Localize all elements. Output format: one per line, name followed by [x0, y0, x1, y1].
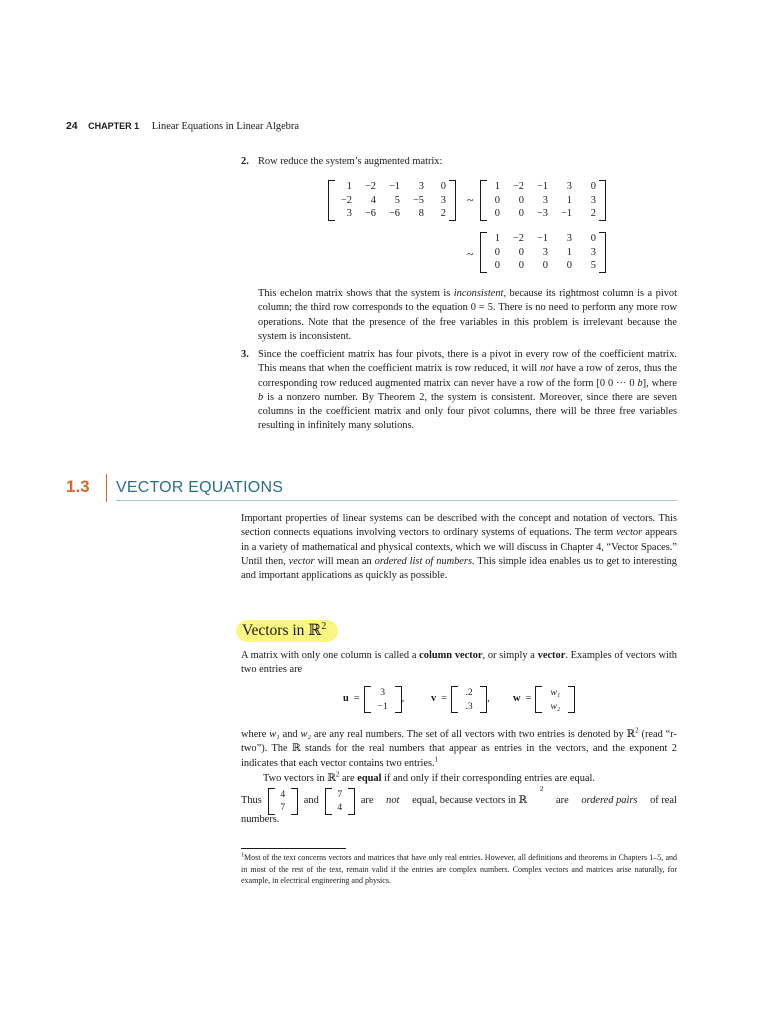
right-bracket [348, 788, 355, 815]
matrix-entry: 0 [494, 208, 500, 219]
left-bracket [480, 180, 487, 221]
subsection-title-text: Vectors in ℝ [242, 622, 322, 639]
matrix-a-grid [335, 180, 449, 221]
text-run: if and only if their corresponding entries are equal. [381, 773, 596, 784]
text-run: ], where [642, 377, 677, 389]
vector-entries [458, 686, 480, 713]
matrix-entry: −5 [412, 194, 424, 206]
text-run: A matrix with only one column is called a [241, 650, 420, 661]
entry: 3 [380, 687, 386, 698]
footnote [241, 852, 677, 887]
footnote-marker: 1 [241, 852, 244, 859]
item-2-lead [241, 155, 678, 169]
equality-example-end: numbers. [241, 814, 280, 825]
matrix-entry: 0 [518, 194, 524, 206]
matrix-c-grid [487, 232, 599, 273]
text-run: where [241, 729, 270, 740]
chapter-title: Linear Equations in Linear Algebra [151, 121, 299, 132]
text-run: , or simply a [482, 650, 538, 661]
section-title: VECTOR EQUATIONS [116, 479, 284, 496]
matrix-entry: −6 [364, 208, 376, 219]
footnote-rule [241, 848, 346, 849]
text-run: have a row of zeros, thus the corresponding row reduced augmented matrix can never have a row of the form [0 0 ··· 0 [258, 363, 677, 389]
subsection-title [236, 620, 338, 642]
vector-entries [275, 788, 291, 815]
matrix-entry: 0 [590, 181, 596, 192]
section-divider [106, 474, 107, 502]
vector-entries [371, 686, 395, 713]
emphasis: ordered pairs [581, 794, 638, 806]
matrix-entry: 0 [494, 246, 500, 258]
matrix-entry: 1 [346, 181, 352, 192]
matrix-entry: 3 [440, 194, 446, 206]
emphasis: inconsistent [453, 288, 504, 299]
matrix-entry: 0 [518, 246, 524, 258]
item-2-explanation [258, 287, 677, 344]
item-3 [241, 348, 677, 434]
text-run: Important properties of linear systems can be described with the concept and notation of vectors. This section connects equations involving vectors to ordinary systems of equations. The term [241, 513, 677, 539]
vector-name: w [513, 693, 521, 705]
column-vector [535, 686, 575, 713]
term-bold: equal [357, 773, 382, 784]
matrix-c [480, 232, 606, 273]
text-run: and [303, 794, 319, 806]
equals-sign: = [525, 693, 532, 705]
text-run: (read “r-two”). The ℝ stands for the real numbers that appear as entries in the vectors, and the exponent 2 indicates that each vector contains two entries. [241, 729, 678, 769]
text-run: , because its rightmost column is a pivot column; the third row corresponds to the equation 0 = 5. There is no need to perform any more row operations. Note that the presence of the free variables in this problem is irrelevant because the system is inconsistent. [258, 288, 677, 342]
matrix-entry: 2 [440, 208, 446, 219]
text-run: Thus [241, 794, 262, 806]
right-bracket [449, 180, 456, 221]
entry: 7 [337, 788, 343, 800]
text-run: are [556, 794, 569, 806]
matrix-entry: 3 [590, 194, 596, 206]
section-rule [116, 500, 677, 501]
left-bracket [451, 686, 458, 713]
entry: .2 [465, 687, 473, 698]
math-var: b [637, 377, 643, 389]
matrix-entry: 1 [566, 246, 572, 258]
matrix-entry: 3 [542, 246, 548, 258]
column-vector [268, 788, 298, 815]
matrix-entry: 0 [494, 260, 500, 271]
section-number: 1.3 [66, 477, 90, 496]
equals-sign: = [353, 693, 360, 705]
vector-equality-rule [263, 772, 677, 786]
matrix-entry: 3 [346, 208, 352, 219]
chapter-label: CHAPTER 1 [88, 121, 140, 131]
matrix-entry: 0 [440, 181, 446, 192]
left-bracket [480, 232, 487, 273]
left-bracket [268, 788, 275, 815]
matrix-entry: 3 [418, 181, 424, 192]
vector-w [513, 686, 575, 713]
text-run: is a nonzero number. By Theorem 2, the system is consistent. Moreover, since there are seven columns in the coefficient matrix and only four pivot columns, there will be three free variables resulting in infinitely many solutions. [258, 391, 677, 432]
matrix-entry: 3 [590, 246, 596, 258]
matrix-entry: −1 [560, 208, 572, 219]
text-run: appears in a variety of mathematical and physical contexts, which we will discuss in Chapter 4, “Vector Spaces.” Until then, [241, 527, 678, 567]
left-bracket [328, 180, 335, 221]
punctuation: , [401, 693, 405, 705]
entry: 7 [280, 802, 286, 813]
emphasis: not [386, 794, 400, 806]
term-bold: column vector [419, 650, 483, 661]
matrix-entry: −2 [512, 233, 524, 244]
matrix-entry: −6 [388, 208, 400, 219]
text-run: . Examples of vectors with two entries are [241, 650, 677, 676]
matrix-entry: 3 [542, 194, 548, 206]
text-run: are any real numbers. The set of all vectors with two entries is denoted by ℝ [311, 729, 636, 740]
emphasis: vector [616, 527, 643, 539]
right-bracket [568, 686, 575, 713]
matrix-a [328, 180, 456, 221]
matrix-entry: 5 [394, 194, 400, 206]
matrix-entry: 1 [494, 181, 500, 192]
equality-example-text [360, 784, 677, 808]
matrix-entry: 1 [566, 194, 572, 206]
superscript: 2 [635, 726, 639, 735]
text-run: . This simple idea enables us to get to interesting and important applications as quickly as possible. [241, 555, 677, 582]
vector-entries [332, 788, 348, 815]
entry: .3 [465, 700, 473, 712]
text-run: Two vectors in ℝ [263, 773, 336, 784]
superscript: 2 [539, 784, 544, 793]
left-bracket [325, 788, 332, 815]
right-bracket [395, 686, 402, 713]
term-bold: vector [537, 650, 566, 661]
matrix-b [480, 180, 606, 221]
row-equivalence-symbol: ~ [467, 247, 474, 261]
column-vector [364, 686, 402, 713]
matrix-entry: −1 [536, 181, 548, 192]
text-run: and [279, 729, 301, 740]
math-var: w₂ [300, 729, 311, 740]
punctuation: , [487, 693, 490, 705]
right-bracket [291, 788, 298, 815]
entry: 4 [280, 788, 286, 800]
right-bracket [599, 180, 606, 221]
matrix-entry: −1 [388, 181, 400, 192]
matrix-entry: 0 [518, 208, 524, 219]
matrix-entry: −2 [364, 181, 376, 192]
text-run: will mean an [314, 555, 375, 567]
matrix-entry: 5 [590, 260, 596, 271]
footnote-text: Most of the text concerns vectors and matrices that have only real entries. However, all definitions and theorems in Chapters 1–5, and in most of the rest of the text, remain valid if the entries are complex numbers. Complex vectors and matrices arise naturally, for example, in electrical engineering and physics. [241, 853, 677, 886]
matrix-entry: 0 [518, 260, 524, 271]
column-vector-definition [241, 649, 677, 678]
matrix-entry: 3 [566, 233, 572, 244]
vector-name: u [343, 693, 349, 705]
item-number: 2. [241, 156, 249, 167]
entry: w₁ [550, 687, 561, 698]
right-bracket [480, 686, 487, 713]
vector-u [343, 686, 404, 713]
matrix-entry: −2 [512, 181, 524, 192]
entry: w₂ [550, 700, 561, 712]
section-intro [241, 512, 677, 583]
matrix-entry: −2 [340, 194, 352, 206]
vector-v [431, 686, 490, 713]
entry: 4 [337, 802, 343, 813]
column-vector [325, 788, 355, 815]
emphasis: vector [288, 555, 315, 567]
equals-sign: = [441, 693, 448, 705]
text-run: are [360, 794, 374, 806]
math-var: b [258, 391, 264, 403]
vector-entries [542, 686, 568, 713]
column-vector [451, 686, 487, 713]
matrix-entry: −3 [536, 208, 548, 219]
equality-example [241, 786, 677, 816]
matrix-entry: 1 [494, 233, 500, 244]
page-number: 24 [66, 121, 78, 132]
running-header [66, 119, 299, 134]
r2-definition [241, 728, 677, 771]
footnote-marker: 1 [434, 755, 439, 764]
matrix-entry: 0 [494, 194, 500, 206]
emphasis: ordered list of numbers [374, 555, 472, 567]
matrix-entry: 0 [590, 233, 596, 244]
entry: −1 [377, 700, 388, 712]
matrix-entry: 3 [566, 181, 572, 192]
text-run: This echelon matrix shows that the system is [258, 288, 454, 299]
row-equivalence-symbol: ~ [467, 193, 474, 207]
left-bracket [535, 686, 542, 713]
vector-name: v [431, 693, 437, 705]
text-run: of real [650, 794, 677, 806]
item-2-lead-text: Row reduce the system’s augmented matrix: [258, 156, 443, 167]
emphasis: not [540, 363, 554, 375]
matrix-entry: 2 [590, 208, 596, 219]
text-run: are [339, 773, 358, 784]
superscript: 2 [335, 770, 340, 779]
matrix-entry: 8 [418, 208, 424, 219]
text-run: Since the coefficient matrix has four pivots, there is a pivot in every row of the coefficient matrix. This means that when the coefficient matrix is row reduced, it will [258, 349, 677, 375]
math-var: w₁ [269, 729, 280, 740]
matrix-entry: 0 [566, 260, 572, 271]
matrix-b-grid [487, 180, 599, 221]
left-bracket [364, 686, 371, 713]
matrix-entry: 4 [370, 194, 376, 206]
superscript: 2 [321, 620, 327, 632]
text-run: equal, because vectors in ℝ [412, 794, 528, 806]
item-number: 3. [241, 349, 249, 360]
matrix-entry: 0 [542, 260, 548, 271]
matrix-entry: −1 [536, 233, 548, 244]
right-bracket [599, 232, 606, 273]
